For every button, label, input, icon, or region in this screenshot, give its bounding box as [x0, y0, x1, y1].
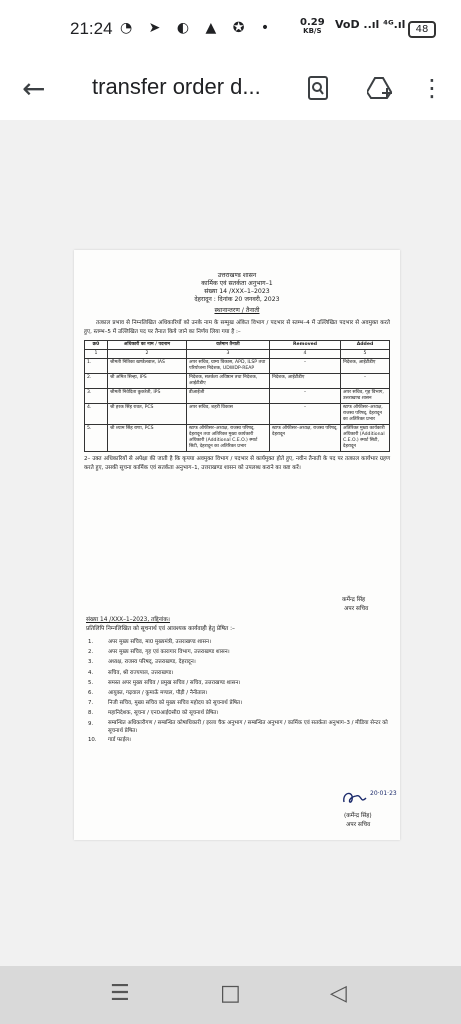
- document-viewer[interactable]: [0, 120, 461, 966]
- table-cell: अपर सचिव, ग्राम्य विकास, APD, ILSP तथा परियोजना निदेशक, UDWDP-REAP: [187, 359, 270, 374]
- table-column-number-row: [85, 350, 390, 359]
- table-cell: 3.: [85, 389, 108, 404]
- doc-intro-paragraph: तत्काल प्रभाव से निम्नलिखित अधिकारियों को उनके नाम के सम्मुख अंकित विभाग / पदभार से स्तम्भ–4 में उल्लिखित पदभार से अवमुक्त करते हुए, स्तम्भ–5 में उल्लिखित पद पर तैनात किये जाने का निर्णय लिया गया है :–: [84, 320, 390, 335]
- copy-list: [88, 637, 388, 745]
- signer-title: अपर सचिव: [344, 606, 369, 612]
- table-cell: 5.: [85, 425, 108, 452]
- doc-header-government: उत्तराखण्ड शासन: [217, 272, 257, 279]
- list-item: [88, 688, 388, 698]
- home-icon[interactable]: □: [220, 981, 241, 1006]
- more-options-icon[interactable]: ⋮: [420, 74, 444, 102]
- table-row: [85, 404, 390, 425]
- table-cell: श्रीमती निवेदिता कुकरेती, IPS: [108, 389, 187, 404]
- list-item: [88, 735, 388, 745]
- table-cell: निदेशक, आईटीडीए: [341, 359, 390, 374]
- app-toolbar: [0, 58, 461, 120]
- list-item: [88, 668, 388, 678]
- doc-instruction-paragraph: 2– उक्त अधिकारियों से अपेक्षा की जाती है कि कृपया अवमुक्त विभाग / पदभार से कार्यमुक्त होते हुए, नवीन तैनाती के पद पर तत्काल कार्यभार ग्रहण करते हुए, उसकी सूचना कार्मिक एवं सतर्कता अनुभाग–1, उत्तराखण्ड शासन को उपलब्ध कराने का कष्ट करें।: [84, 456, 390, 471]
- document-title: transfer order d...: [92, 74, 261, 99]
- column-number: 2: [108, 350, 187, 359]
- copy-intro: प्रतिलिपि निम्नलिखित को सूचनार्थ एवं आवश्यक कार्यवाही हेतु प्रेषित :–: [86, 626, 235, 632]
- list-number: 4.: [88, 669, 94, 676]
- list-text: गार्ड फाईल।: [108, 736, 131, 743]
- network-speed-unit: KB/S: [303, 27, 322, 35]
- table-cell: निदेशक, आईटीडीए: [270, 374, 341, 389]
- table-cell: निदेशक, सतर्कता अधिष्ठान तथा निदेशक, आईटीडीए: [187, 374, 270, 389]
- list-text: अपर मुख्य सचिव, गृह एवं कारागार विभाग, उत्तराखण्ड शासन।: [108, 649, 230, 656]
- table-header: अधिकारी का नाम / पदनाम: [108, 341, 187, 350]
- search-in-document-button[interactable]: [300, 70, 336, 106]
- table-header: वर्तमान तैनाती: [187, 341, 270, 350]
- list-number: 10.: [88, 736, 97, 743]
- list-text: अध्यक्ष, राजस्व परिषद्, उत्तराखण्ड, देहरादून।: [108, 659, 196, 666]
- table-cell: श्री हरक सिंह रावत, PCS: [108, 404, 187, 425]
- drive-add-icon: [367, 76, 393, 100]
- table-cell: श्री श्याम सिंह राणा, PCS: [108, 425, 187, 452]
- status-bar: [0, 0, 461, 58]
- document-page: [74, 250, 400, 840]
- table-row: [85, 374, 390, 389]
- nav-back-icon[interactable]: ◁: [330, 981, 347, 1006]
- table-row: [85, 359, 390, 374]
- add-to-drive-button[interactable]: [362, 70, 398, 106]
- signal-icon: VoD ..ıl ⁴ᴳ.ıl: [335, 18, 406, 31]
- column-number: 3: [187, 350, 270, 359]
- table-cell: –: [270, 359, 341, 374]
- column-number: 4: [270, 350, 341, 359]
- list-item: [88, 657, 388, 667]
- table-cell: डीआईजी: [187, 389, 270, 404]
- signature-date: 20·01·23: [370, 790, 397, 797]
- table-cell: 4.: [85, 404, 108, 425]
- doc-date: देहरादून : दिनांक 20 जनवरी, 2023: [194, 296, 280, 303]
- table-cell: श्री अमित सिन्हा, IPS: [108, 374, 187, 389]
- notification-icons: ◔ ➤ ◐ ▲ ✪ •: [120, 20, 276, 36]
- column-number: 5: [341, 350, 390, 359]
- list-number: 6.: [88, 690, 94, 697]
- table-cell: अपर सचिव, शहरी विकास: [187, 404, 270, 425]
- table-cell: अतिरिक्त मुख्य कार्यकारी अधिकारी (Additional C.E.O.) स्मार्ट सिटी, देहरादून: [341, 425, 390, 452]
- list-item: [88, 637, 388, 647]
- list-text: सम्बन्धित अधिकारीगण / सम्बन्धित कोषाधिकारी / इरला चैक अनुभाग / सम्बन्धित अनुभाग / कार्मिक एवं सतर्कता अनुभाग–3 / मीडिया सेन्टर को सूचनार्थ प्रेषित।: [108, 719, 388, 734]
- list-number: 9.: [88, 720, 94, 727]
- list-number: 7.: [88, 700, 94, 707]
- list-number: 3.: [88, 659, 94, 666]
- system-nav-bar: [0, 966, 461, 1024]
- table-cell: अपर सचिव, गृह विभाग, उत्तराखण्ड शासन: [341, 389, 390, 404]
- table-header-row: [85, 341, 390, 350]
- list-number: 5.: [88, 679, 94, 686]
- list-item: [88, 698, 388, 708]
- table-cell: स्टाफ ऑफीसर–अध्यक्ष, राजस्व परिषद्, देहरादून: [270, 425, 341, 452]
- table-header: Added: [341, 341, 390, 350]
- status-time: 21:24: [70, 19, 113, 38]
- network-speed: [300, 18, 325, 36]
- table-cell: 1.: [85, 359, 108, 374]
- list-item: [88, 719, 388, 735]
- list-text: अपर मुख्य सचिव, मा0 मुख्यमंत्री, उत्तराखण्ड शासन।: [108, 639, 212, 645]
- table-header: क्र0: [85, 341, 108, 350]
- doc-header-department: कार्मिक एवं सतर्कता अनुभाग–1: [201, 280, 273, 287]
- list-text: आयुक्त, गढ़वाल / कुमाऊँ मण्डल, पौड़ी / नैनीताल।: [108, 690, 208, 697]
- back-arrow-icon[interactable]: ←: [22, 72, 46, 105]
- recent-apps-icon[interactable]: ☰: [110, 981, 130, 1006]
- list-text: महानिदेशक, सूचना / एन0आई0सी0 को सूचनार्थ प्रेषित।: [108, 710, 219, 717]
- signer-name-bottom: (कर्मेन्द्र सिंह): [344, 813, 372, 819]
- table-cell: –: [270, 404, 341, 425]
- battery-icon: 48: [408, 21, 436, 38]
- signer-name: कर्मेन्द्र सिंह: [342, 597, 366, 603]
- signer-title-bottom: अपर सचिव: [346, 822, 371, 828]
- list-number: 1.: [88, 639, 94, 645]
- network-speed-value: 0.29: [300, 17, 325, 28]
- table-row: [85, 389, 390, 404]
- transfer-table: [84, 340, 390, 452]
- table-cell: स्टाफ ऑफीसर–अध्यक्ष, राजस्व परिषद्, देहरादून का अतिरिक्त प्रभार: [341, 404, 390, 425]
- table-cell: श्रीमती नितिका खण्डेलवाल, IAS: [108, 359, 187, 374]
- list-item: [88, 678, 388, 688]
- list-text: सचिव, श्री राज्यपाल, उत्तराखण्ड।: [108, 669, 174, 676]
- doc-subject: स्थानान्तरण / तैनाती: [214, 307, 260, 314]
- table-cell: –: [270, 389, 341, 404]
- list-item: [88, 647, 388, 657]
- table-cell: 2.: [85, 374, 108, 389]
- doc-order-number: संख्या 14 /XXX–1–2023: [204, 288, 270, 295]
- table-row: [85, 425, 390, 452]
- copy-order-number: संख्या 14 /XXX–1–2023, तद्दिनांक।: [86, 617, 171, 623]
- table-cell: स्टाफ ऑफीसर–अध्यक्ष, राजस्व परिषद्, देहरादून तथा अतिरिक्त मुख्य कार्यकारी अधिकारी (Additional C.E.O.) स्मार्ट सिटी, देहरादून का अतिरिक्त प्रभार: [187, 425, 270, 452]
- table-header: Removed: [270, 341, 341, 350]
- search-document-icon: [307, 76, 329, 100]
- list-text: समस्त अपर मुख्य सचिव / प्रमुख सचिव / सचिव, उत्तराखण्ड शासन।: [108, 679, 241, 686]
- table-cell: –: [341, 374, 390, 389]
- list-item: [88, 708, 388, 718]
- list-number: 2.: [88, 649, 94, 656]
- list-number: 8.: [88, 710, 94, 717]
- column-number: 1: [85, 350, 108, 359]
- list-text: निजी सचिव, मुख्य सचिव को मुख्य सचिव महोदय को सूचनार्थ प्रेषित।: [108, 700, 243, 707]
